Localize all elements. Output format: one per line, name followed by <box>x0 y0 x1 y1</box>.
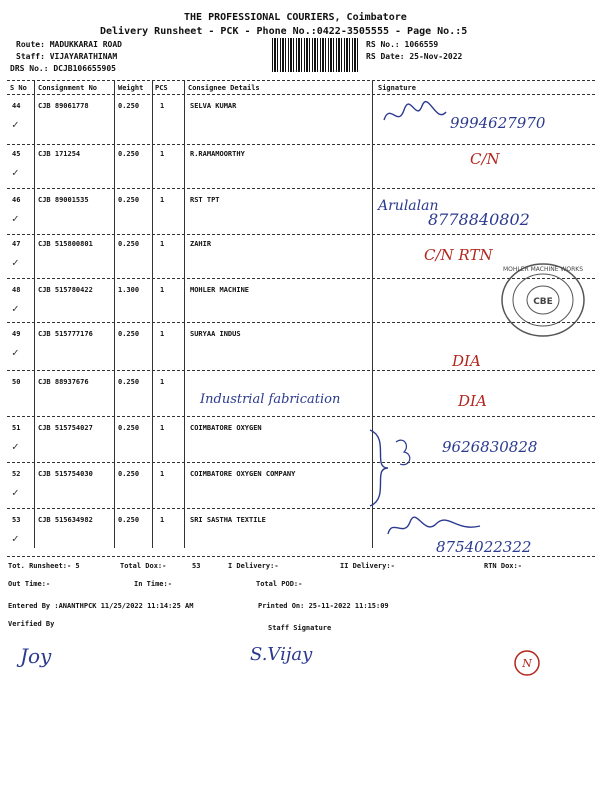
row-consignee: RST TPT <box>190 196 220 204</box>
row-border <box>7 416 595 417</box>
row-pcs: 1 <box>160 150 165 158</box>
row-consignment: CJB 515780422 <box>38 286 93 294</box>
row-consignee: SELVA KUMAR <box>190 102 237 110</box>
row-consignee: COIMBATORE OXYGEN <box>190 424 262 432</box>
col-header-consignment: Consignment No <box>38 84 98 92</box>
row-consignee: MOHLER MACHINE <box>190 286 250 294</box>
col-sep <box>152 80 153 548</box>
runsheet-subtitle: Delivery Runsheet - PCK - Phone No.:0422-3505555 - Page No.:5 <box>100 26 468 37</box>
check-mark-icon: ✓ <box>12 302 19 315</box>
total-dox-value: 53 <box>192 562 201 570</box>
handwritten-phone: 9626830828 <box>442 438 538 456</box>
row-consignment: CJB 88937676 <box>38 378 89 386</box>
row-pcs: 1 <box>160 470 165 478</box>
row-weight: 0.250 <box>118 196 140 204</box>
row-border <box>7 234 595 235</box>
row-sno: 44 <box>12 102 21 110</box>
row-weight: 0.250 <box>118 424 140 432</box>
table-header-border <box>7 94 595 95</box>
staff-signature: S.Vijay <box>250 644 313 665</box>
row-border <box>7 322 595 323</box>
col-sep <box>184 80 185 548</box>
table-bottom-border <box>7 556 595 557</box>
verified-by-label: Verified By <box>8 620 55 628</box>
row-weight: 0.250 <box>118 150 140 158</box>
row-border <box>7 370 595 371</box>
row-sno: 50 <box>12 378 21 386</box>
table-top-border <box>7 80 595 81</box>
stamp-center-text: CBE <box>533 297 553 307</box>
row-weight: 1.300 <box>118 286 140 294</box>
handwritten-note: DIA <box>452 352 481 370</box>
row-sno: 49 <box>12 330 21 338</box>
company-title: THE PROFESSIONAL COURIERS, Coimbatore <box>184 12 407 23</box>
check-mark-icon: ✓ <box>12 346 19 359</box>
row-weight: 0.250 <box>118 330 140 338</box>
col-header-consignee: Consignee Details <box>188 84 260 92</box>
row-consignment: CJB 515777176 <box>38 330 93 338</box>
row-sno: 53 <box>12 516 21 524</box>
handwritten-name: Arulalan <box>378 198 439 214</box>
check-mark-icon: ✓ <box>12 166 19 179</box>
check-mark-icon: ✓ <box>12 256 19 269</box>
total-pod: Total POD:- <box>256 580 303 588</box>
check-mark-icon: ✓ <box>12 118 19 131</box>
col-header-pcs: PCS <box>155 84 168 92</box>
in-time: In Time:- <box>134 580 172 588</box>
row-pcs: 1 <box>160 516 165 524</box>
out-time: Out Time:- <box>8 580 51 588</box>
row-border <box>7 508 595 509</box>
row-weight: 0.250 <box>118 240 140 248</box>
row-weight: 0.250 <box>118 516 140 524</box>
row-weight: 0.250 <box>118 378 140 386</box>
circled-mark-text: N <box>522 657 532 670</box>
row-consignee: R.RAMAMOORTHY <box>190 150 245 158</box>
row-consignee: SURYAA INDUS <box>190 330 241 338</box>
check-mark-icon: ✓ <box>12 212 19 225</box>
row-pcs: 1 <box>160 102 165 110</box>
company-stamp <box>500 262 586 338</box>
col-header-weight: Weight <box>118 84 144 92</box>
brace-scribble <box>360 428 440 508</box>
handwritten-phone: 8778840802 <box>428 210 530 229</box>
handwritten-consignee: Industrial fabrication <box>200 392 341 407</box>
row-sno: 52 <box>12 470 21 478</box>
rs-date: RS Date: 25-Nov-2022 <box>366 52 463 61</box>
row-pcs: 1 <box>160 424 165 432</box>
row-pcs: 1 <box>160 330 165 338</box>
rs-number: RS No.: 1066559 <box>366 40 439 49</box>
staff-label: Staff: VIJAYARATHINAM <box>16 52 118 61</box>
row-pcs: 1 <box>160 196 165 204</box>
row-pcs: 1 <box>160 378 165 386</box>
circled-mark-icon <box>512 648 542 678</box>
col-header-signature: Signature <box>378 84 416 92</box>
drs-number: DRS No.: DCJB106655905 <box>10 64 116 73</box>
row-consignment: CJB 515754030 <box>38 470 93 478</box>
col-header-sno: S No <box>10 84 27 92</box>
staff-signature-label: Staff Signature <box>268 624 332 632</box>
row-consignment: CJB 515754027 <box>38 424 93 432</box>
stamp-ring-text: MOHLER MACHINE WORKS <box>502 266 584 273</box>
row-consignment: CJB 89001535 <box>38 196 89 204</box>
i-delivery: I Delivery:- <box>228 562 279 570</box>
row-consignment: CJB 515800801 <box>38 240 93 248</box>
signature-scribble <box>380 100 450 130</box>
rtn-dox: RTN Dox:- <box>484 562 522 570</box>
row-weight: 0.250 <box>118 470 140 478</box>
row-consignee: ZAHIR <box>190 240 212 248</box>
handwritten-note: C/N RTN <box>424 246 493 264</box>
handwritten-phone: 9994627970 <box>450 114 546 132</box>
row-border <box>7 188 595 189</box>
row-consignee: SRI SASTHA TEXTILE <box>190 516 266 524</box>
printed-on: Printed On: 25-11-2022 11:15:09 <box>258 602 389 610</box>
row-pcs: 1 <box>160 286 165 294</box>
row-weight: 0.250 <box>118 102 140 110</box>
handwritten-phone: 8754022322 <box>436 538 532 556</box>
total-dox-label: Total Dox:- <box>120 562 167 570</box>
row-sno: 47 <box>12 240 21 248</box>
row-border <box>7 462 595 463</box>
ii-delivery: II Delivery:- <box>340 562 395 570</box>
row-pcs: 1 <box>160 240 165 248</box>
row-sno: 45 <box>12 150 21 158</box>
total-runsheet: Tot. Runsheet:- 5 <box>8 562 80 570</box>
row-sno: 51 <box>12 424 21 432</box>
handwritten-note: DIA <box>458 392 487 410</box>
row-border <box>7 144 595 145</box>
row-consignment: CJB 515634982 <box>38 516 93 524</box>
check-mark-icon: ✓ <box>12 440 19 453</box>
handwritten-note: C/N <box>470 150 500 168</box>
row-consignment: CJB 89061778 <box>38 102 89 110</box>
row-sno: 48 <box>12 286 21 294</box>
row-consignee: COIMBATORE OXYGEN COMPANY <box>190 470 296 478</box>
route-label: Route: MADUKKARAI ROAD <box>16 40 122 49</box>
row-consignment: CJB 171254 <box>38 150 81 158</box>
col-sep <box>114 80 115 548</box>
check-mark-icon: ✓ <box>12 486 19 499</box>
verified-signature: Joy <box>20 644 52 668</box>
barcode <box>272 38 360 72</box>
check-mark-icon: ✓ <box>12 532 19 545</box>
row-sno: 46 <box>12 196 21 204</box>
col-sep <box>34 80 35 548</box>
entered-by: Entered By :ANANTHPCK 11/25/2022 11:14:25 AM <box>8 602 194 610</box>
